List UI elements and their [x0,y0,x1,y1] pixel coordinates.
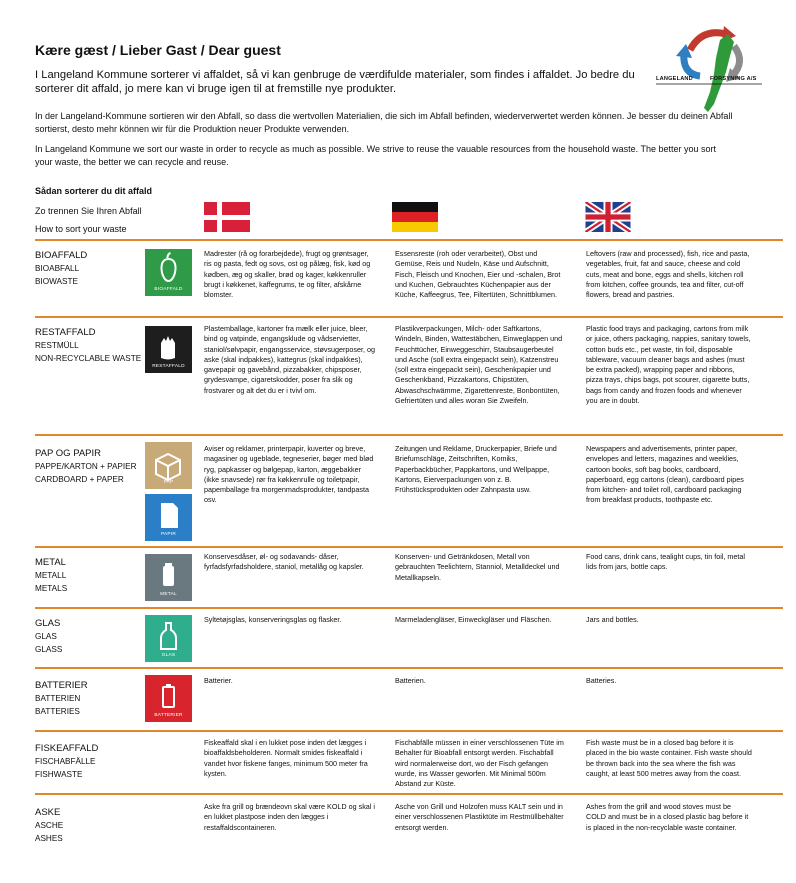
pap-papir-text-german: Zeitungen und Reklame, Druckerpapier, Briefe und Briefumschläge, Zeitschriften, Komiks, Paperbackbücher, Pappkartons, und Wellpappe, Kartons, Eierverpackungen von z. B. Frühstücksprodukten oder Zahnpasta usw. [395,444,557,495]
page-title: Kære gæst / Lieber Gast / Dear guest [35,42,281,58]
fiskeaffald-text-danish: Fiskeaffald skal i en lukket pose inden det lægges i bioaffaldsbeholderen. Normalt smides fiskeaffald i vandet hvor fiskene fanges, minimum 500 meter fra kysten. [204,738,368,778]
category-label-pap-og-papir: PAP OG PAPIR PAPPE/KARTON + PAPIER CARDBOARD + PAPER [35,448,137,484]
batterier-text-english: Batteries. [586,676,617,685]
intro-danish: I Langeland Kommune sorterer vi affaldet, så vi kan genbruge de værdifulde materialer, som findes i affaldet. Jo bedre du sorterer dit affald, jo mere kan vi bruge igen til at fremstille nye produkter. [35,69,635,95]
restaffald-icon: RESTAFFALD [145,326,192,373]
divider [35,546,783,548]
metal-text-danish: Konservesdåser, øl- og sodavands- dåser, fyrfadsfyrfadsholdere, staniol, metallåg og kapsler. [204,552,364,572]
bioaffald-icon: BIOAFFALD [145,249,192,296]
restaffald-text-danish: Plastemballage, kartoner fra mælk eller juice, bleer, bind og vatpinde, engangsklude og vådservietter, staniol/sølvpapir, engangsservice, støvsugerposer, og aske (skal indpakkes), kattegrus (skal indpakkes), gavepapir og gavebånd, pizzabakker, chipsposer, grydesvampe, cigaretskodder, poser fra slik og frostvarer og alt det du er i tvivl om. [204,324,375,395]
pap-papir-text-english: Newspapers and advertisements, printer paper, envelopes and letters, magazines and weeklies, cartoon books, soft bag books, cardboard, paperboard, egg cartons (clean), cardboard pipes from kitchen- and toilet roll, cardboard packaging from breakfast products, toothpaste etc. [586,444,744,505]
sorting-heading-english: How to sort your waste [35,224,127,234]
restaffald-text-german: Plastikverpackungen, Milch- oder Saftkartons, Windeln, Binden, Wattestäbchen, Einweglappen und Feuchttücher, Einweggeschirr, Staubsaugerbeutel und Asche (soll extra eingepackt sein), Katzenstreu (soll extra eingepackt sein), Geschenkpapier und Geschenkband, Pizzakartons, Chipstüten, Abwaschschwämme, Zigarettenreste, Bonbontüten, Gefriertüten und alles woran Sie Zweifeln. [395,324,563,406]
glas-text-danish: Syltetøjsglas, konserveringsglas og flasker. [204,615,342,624]
langeland-forsyning-logo [650,22,768,114]
divider [35,667,783,669]
sorting-heading-german: Zo trennen Sie Ihren Abfall [35,206,142,216]
sorting-heading-danish: Sådan sorterer du dit affald [35,186,153,196]
divider [35,239,783,241]
aske-text-english: Ashes from the grill and wood stoves must be COLD and must be in a closed plastic bag before it is placed in the non-recyclable waste container. [586,802,749,832]
divider [35,730,783,732]
metal-text-english: Food cans, drink cans, tealight cups, tin foil, metal lids from jars, bottle caps. [586,552,746,572]
glas-icon: GLAS [145,615,192,662]
batterier-text-danish: Batterier. [204,676,233,685]
category-label-batterier: BATTERIER BATTERIEN BATTERIES [35,680,88,716]
category-label-fiskeaffald: FISKEAFFALD FISCHABFÄLLE FISHWASTE [35,743,99,779]
logo-text-right: FORSYNING A/S [710,76,757,82]
bioaffald-text-danish: Madrester (rå og forarbejdede), frugt og grøntsager, ris og pasta, fedt og sovs, ost og pålæg, fisk, kød og kødben, æg og skaller, brød og kager, køkkenruller brugt i køkkenet, kaffegrums, te og filter, afskårne blomster. [204,249,371,300]
category-label-bioaffald: BIOAFFALD BIOABFALL BIOWASTE [35,250,88,286]
flag-uk-icon [585,202,631,232]
bioaffald-text-german: Essensreste (roh oder verarbeitet), Obst und Gemüse, Reis und Nudeln, Käse und Aufschnitt, Fisch, Fleisch und Knochen, Eier und -schalen, Brot und Kuchen, Gebrauchtes Küchenpapier aus der Küche, Kaffeegrus, Tee, Filtertüten, Schnittblumen. [395,249,561,300]
recycle-arrows-icon [650,22,768,114]
bioaffald-text-english: Leftovers (raw and processed), fish, rice and pasta, vegetables, fruit, fat and sauce, cheese and cold cuts, meat and bone, eggs and shells, kitchen roll from kitchen, coffee grounds, tea and filter, cut-off flowers, bread and pastries. [586,249,750,300]
pap-papir-text-danish: Aviser og reklamer, printerpapir, kuverter og breve, magasiner og ugeblade, tegneserier, bøger med blød ryg, papkasser og bølgepap, karton, æggebakker (ikke snavsede) rør fra køkkenrulle og toiletpapir, papemballage fra morgenmadsprodukter, tandpasta osv. [204,444,374,505]
fiskeaffald-text-english: Fish waste must be in a closed bag before it is placed in the bio waste container. Fish waste should be thrown back into the sea where the fish was caught, at least 500 metres away from the coast. [586,738,752,778]
intro-german: In der Langeland-Kommune sortieren wir den Abfall, so dass die wertvollen Materialien, die sich im Abfall befinden, wiederverwertet werden können. Je besser du deinen Abfall sortierst, desto mehr können wir für die Produktion neuer Produkte verwenden. [35,111,733,134]
category-label-restaffald: RESTAFFALD RESTMÜLL NON-RECYCLABLE WASTE [35,327,142,363]
batterier-icon: BATTERIER [145,675,192,722]
fiskeaffald-text-german: Fischabfälle müssen in einer verschlossenen Tüte im Behalter für Bioabfall entsorgt werden. Fischabfall wird normalerweise dort, wo der Fisch gefangen wurde, ins Wasser geworfen. Mit Minimal 500m Abstand zur Küste. [395,738,564,789]
metal-text-german: Konserven- und Getränkdosen, Metall von gebrauchten Teelichtern, Stanniol, Metalldeckel und Metallkapseln. [395,552,560,582]
intro-english: In Langeland Kommune we sort our waste in order to recycle as much as possible. We strive to reuse the vauable resources from the household waste. The better you sort your waste, the better we can recycle and reuse. [35,144,717,167]
aske-text-danish: Aske fra grill og brændeovn skal være KOLD og skal i en lukket plastpose inden den lægges i restaffaldscontaineren. [204,802,375,832]
divider [35,316,783,318]
category-label-metal: METAL METALL METALS [35,557,68,593]
divider [35,793,783,795]
aske-text-german: Asche von Grill und Holzofen muss KALT sein und in einer verschlossenen Plastiktüte im Restmüllbehälter entsorgt werden. [395,802,564,832]
divider [35,607,783,609]
glas-text-german: Marmeladengläser, Einweckgläser und Fläschen. [395,615,552,624]
category-label-aske: ASKE ASCHE ASHES [35,807,64,843]
batterier-text-german: Batterien. [395,676,426,685]
pap-icon: PAP [145,442,192,489]
restaffald-text-english: Plastic food trays and packaging, cartons from milk or juice, others packaging, nappies, sanitary towels, cotton buds etc., pet waste, tin foil, disposable tableware, vacuum cleaner bags and ashes (must be extra packed), wrapping paper and ribbons, pizza trays, chips bags, pot scourer, cigarette butts, bags from candy and frozen foods and whenever you are in doubt. [586,324,751,406]
divider [35,434,783,436]
papir-icon: PAPIR [145,494,192,541]
flag-germany-icon [392,202,438,232]
metal-icon: METAL [145,554,192,601]
glas-text-english: Jars and bottles. [586,615,639,624]
logo-text-left: LANGELAND [656,76,693,82]
category-label-glas: GLAS GLAS GLASS [35,618,63,654]
flag-denmark-icon [204,202,250,232]
